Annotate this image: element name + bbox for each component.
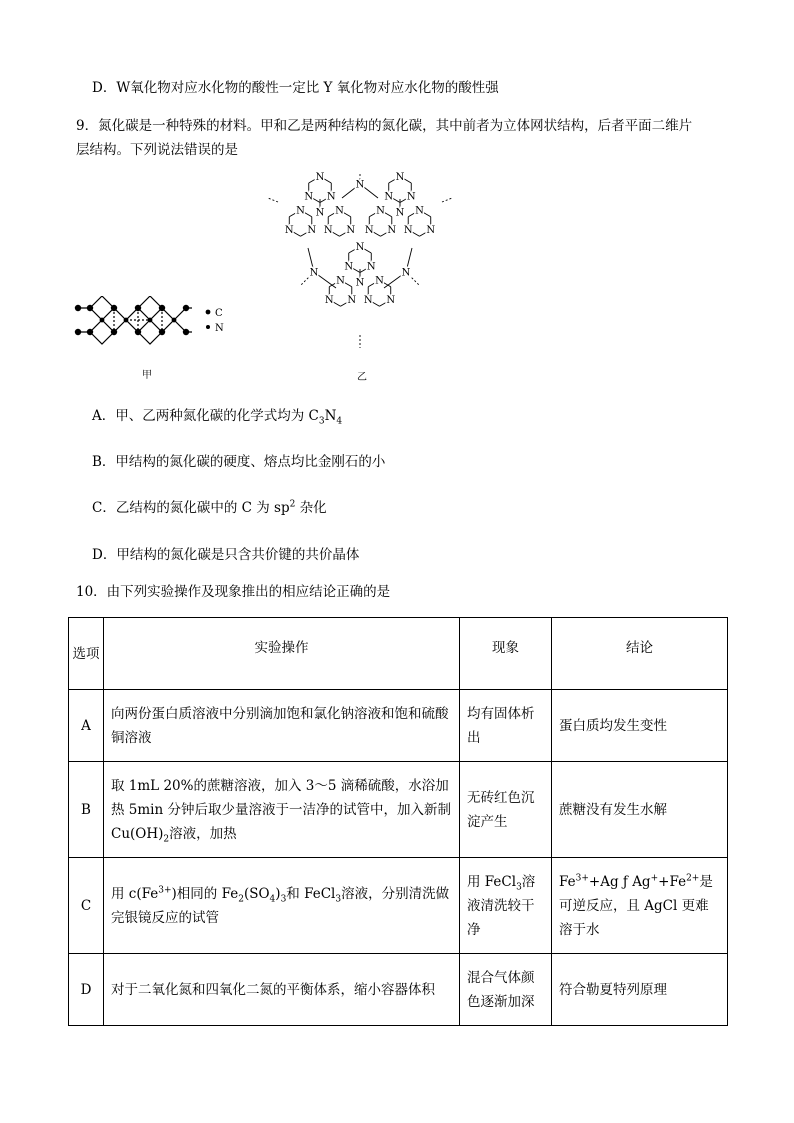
- n-atom: N: [355, 242, 365, 254]
- q9-option-c-sup: 2: [289, 499, 296, 510]
- header-option: 选项: [69, 618, 104, 690]
- row-b-operation-text: 取 1mL 20%的蔗糖溶液，加入 3～5 滴稀硫酸，水浴加热 5min 分钟后取少量溶液于一洁净的试管中，加入新制 Cu(OH): [111, 777, 451, 842]
- header-conclusion: 结论: [552, 618, 728, 690]
- q9-option-c-post: 杂化: [295, 500, 327, 516]
- q9-option-a-sub1: 3: [318, 416, 325, 427]
- row-c-op-part: 和 FeCl: [286, 885, 336, 902]
- q9-stem-line1: 9．氮化碳是一种特殊的材料。甲和乙是两种结构的氮化碳，其中前者为立体网状结构，后者平面二维片: [76, 118, 693, 134]
- row-c-co-part: +Ag ƒ Ag: [588, 873, 651, 890]
- table-header-row: [69, 618, 728, 690]
- n-atom: N: [403, 225, 413, 237]
- figure-jia: [70, 296, 240, 386]
- row-c-op-part: 用 c(Fe: [111, 885, 159, 902]
- row-c-label: C: [69, 858, 104, 954]
- row-c-op-part: (SO: [243, 885, 270, 902]
- n-atom: N: [426, 225, 436, 237]
- row-c-conclusion: [552, 858, 728, 954]
- yi-bond: [268, 198, 278, 202]
- row-c-op-part: 溶液，分别清洗做完银镜反应的试管: [111, 885, 450, 926]
- n-atom: N: [346, 225, 356, 237]
- yi-network: [268, 174, 452, 348]
- row-c-co-part: +Fe: [658, 873, 687, 890]
- row-a-phenomenon: 均有固体析出: [460, 690, 552, 762]
- row-c-ph-part: 溶液清洗较干净: [467, 873, 536, 938]
- n-atom: N: [304, 191, 314, 203]
- row-c-op-sub: 2: [238, 894, 244, 905]
- yi-atoms: [285, 172, 435, 306]
- n-atom: N: [326, 191, 336, 203]
- n-atom: N: [315, 207, 325, 219]
- row-b-operation: [104, 762, 460, 858]
- n-atom: N: [406, 191, 416, 203]
- legend-n-label: N: [215, 323, 224, 334]
- q9-stem-line2: 层结构。下列说法错误的是: [76, 142, 238, 158]
- row-c-co-part: Fe: [559, 873, 576, 890]
- row-c-op-sub: 3: [335, 894, 342, 905]
- experiment-table: [68, 617, 728, 1026]
- q9-option-a-n: N: [324, 408, 337, 424]
- row-d-operation: 对于二氧化氮和四氧化二氮的平衡体系，缩小容器体积: [104, 954, 460, 1026]
- n-atom: N: [363, 295, 373, 307]
- n-atom: N: [336, 275, 345, 287]
- n-atom: N: [395, 207, 405, 219]
- row-d-phenomenon: 混合气体颜色逐渐加深: [460, 954, 552, 1026]
- n-atom: N: [387, 225, 397, 237]
- row-b-operation-tail: 溶液，加热: [169, 825, 237, 842]
- legend-c-label: C: [215, 308, 223, 319]
- row-d-conclusion: 符合勒夏特列原理: [552, 954, 728, 1026]
- q8-option-d: D．W氧化物对应水化物的酸性一定比 Y 氧化物对应水化物的酸性强: [92, 80, 499, 96]
- n-atom: N: [309, 267, 319, 279]
- q9-option-a: [92, 406, 342, 426]
- q9-option-d: D．甲结构的氮化碳是只含共价键的共价晶体: [92, 547, 360, 563]
- n-atom: N: [395, 172, 405, 184]
- n-atom: N: [307, 225, 317, 237]
- row-c-ph-sub: 3: [516, 882, 522, 893]
- table-row-c: [69, 858, 728, 954]
- n-atom: N: [375, 275, 384, 287]
- row-a-conclusion: 蛋白质均发生变性: [552, 690, 728, 762]
- row-b-operation-sub: 2: [163, 834, 170, 845]
- header-phenomenon: 现象: [460, 618, 552, 690]
- n-atom: N: [364, 225, 374, 237]
- yi-bond: [442, 198, 452, 202]
- n-atom: N: [315, 172, 325, 184]
- q9-option-c: [92, 498, 327, 518]
- row-c-op-sub: 3: [280, 894, 287, 905]
- q9-option-c-text: C．乙结构的氮化碳中的 C 为 sp: [92, 500, 290, 516]
- row-a-label: A: [69, 690, 104, 762]
- n-atom: N: [384, 191, 394, 203]
- caption-jia: 甲: [142, 370, 152, 381]
- table-row-a: [69, 690, 728, 762]
- row-c-op-sub: 4: [269, 894, 276, 905]
- n-atom: N: [347, 295, 357, 307]
- q9-option-a-sub2: 4: [336, 416, 343, 427]
- caption-yi: 乙: [357, 372, 367, 383]
- row-c-op-part: ): [275, 885, 281, 902]
- n-atom: N: [355, 179, 365, 191]
- n-atom: N: [296, 205, 305, 217]
- table-row-b: [69, 762, 728, 858]
- header-operation: 实验操作: [104, 618, 460, 690]
- n-atom: N: [366, 261, 376, 273]
- row-c-co-sup: +: [650, 873, 659, 883]
- n-atom: N: [284, 225, 294, 237]
- n-atom: N: [324, 295, 334, 307]
- n-atom: N: [376, 205, 385, 217]
- row-c-co-sup: 3+: [575, 873, 589, 883]
- row-c-operation: [104, 858, 460, 954]
- n-atom: N: [355, 277, 365, 289]
- q10-stem: 10．由下列实验操作及现象推出的相应结论正确的是: [76, 584, 391, 600]
- table-row-d: [69, 954, 728, 1026]
- n-atom: N: [386, 295, 396, 307]
- row-c-op-part: )相同的 Fe: [171, 885, 239, 902]
- n-atom: N: [344, 261, 354, 273]
- row-a-operation: 向两份蛋白质溶液中分别滴加饱和氯化钠溶液和饱和硫酸铜溶液: [104, 690, 460, 762]
- q9-option-a-text: A．甲、乙两种氮化碳的化学式均为 C: [92, 408, 319, 424]
- row-d-label: D: [69, 954, 104, 1026]
- row-c-ph-part: 用 FeCl: [467, 873, 517, 890]
- row-c-phenomenon: [460, 858, 552, 954]
- n-atom: N: [335, 205, 344, 217]
- row-b-label: B: [69, 762, 104, 858]
- row-c-co-sup: 2+: [686, 873, 700, 883]
- row-c-co-part: 是可逆反应，且 AgCl 更难溶于水: [559, 873, 713, 938]
- row-b-conclusion: 蔗糖没有发生水解: [552, 762, 728, 858]
- n-atom: N: [415, 205, 424, 217]
- figure-yi: [262, 170, 462, 388]
- row-c-op-sup: 3+: [158, 885, 172, 895]
- n-atom: N: [401, 267, 411, 279]
- n-atom: N: [323, 225, 333, 237]
- row-b-phenomenon: 无砖红色沉淀产生: [460, 762, 552, 858]
- q9-option-b: B．甲结构的氮化碳的硬度、熔点均比金刚石的小: [92, 454, 386, 470]
